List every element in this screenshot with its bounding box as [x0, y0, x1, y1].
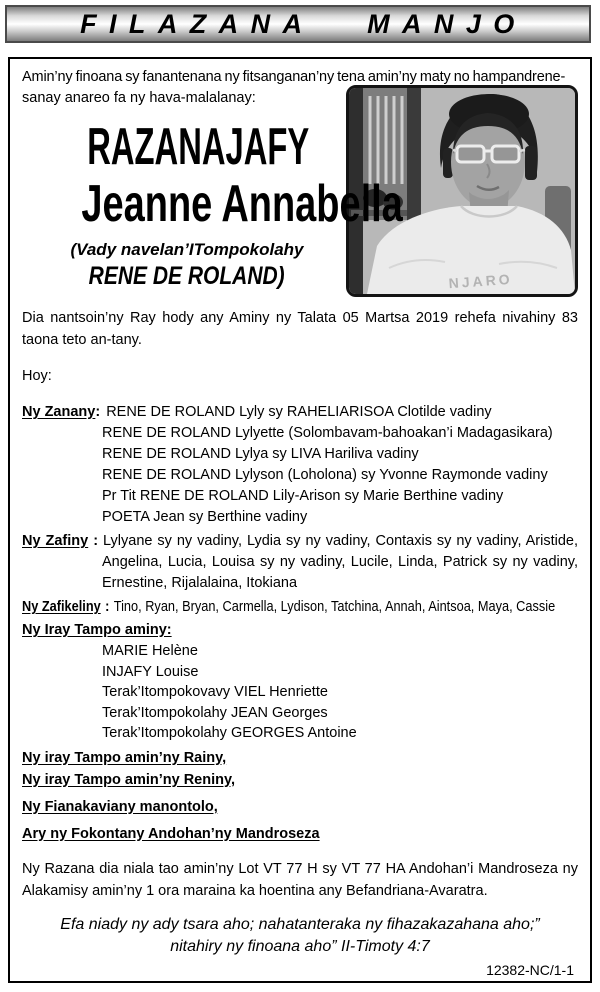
children-label: Ny Zanany [22, 404, 96, 420]
section-grandchildren [22, 531, 578, 594]
child-item: RENE DE ROLAND Lylya sy LIVA Hariliva vadiny [102, 446, 419, 462]
intro-line1: Amin’ny finoana sy fanantenana ny fitsanganan’ny tena amin’ny maty no hampandrene- [22, 69, 566, 85]
svg-text:NJARO: NJARO [448, 270, 514, 292]
intro-line2: sanay anareo fa ny hava-malalanay: [22, 90, 256, 106]
section-great-grandchildren [22, 597, 578, 618]
child-item: RENE DE ROLAND Lylyson (Loholona) sy Yvonne Raymonde vadiny [102, 467, 548, 483]
notice-body [8, 57, 592, 983]
bible-quote [22, 914, 578, 958]
child-item: Pr Tit RENE DE ROLAND Lily-Arison sy Marie Berthine vadiny [102, 488, 504, 504]
great-grandchildren-list: Tino, Ryan, Bryan, Carmella, Lydison, Tatchina, Annah, Aintsoa, Maya, Cassie [113, 599, 556, 615]
sibling-item: MARIE Helène [102, 643, 198, 659]
closing-line: Ny iray Tampo amin’ny Rainy, [22, 749, 227, 766]
sibling-item: Terak’Itompokolahy JEAN Georges [102, 704, 328, 721]
hoy-label: Hoy: [22, 368, 52, 384]
children-colon: : [95, 404, 101, 420]
spouse-note: (Vady navelan’ITompokolahy [70, 240, 304, 259]
grandchildren-list: Lylyane sy ny vadiny, Lydia sy ny vadiny, Contaxis sy ny vadiny, Aristide, Angelina, Lucia, Louisa sy ny vadiny, Lucile, Linda, Patrick sy ny vadiny, Ernestine, Rijalalaina, Itokiana [102, 533, 578, 591]
closing-line: Ary ny Fokontany Andohan’ny Mandroseza [22, 825, 320, 842]
closing-family-lines [22, 747, 578, 845]
section-siblings [22, 620, 578, 744]
closing-line: Ny iray Tampo amin’ny Reniny, [22, 771, 235, 788]
children-first-row [22, 402, 578, 423]
great-grandchildren-label: Ny Zafikeliny [22, 599, 101, 615]
departure-paragraph: Ny Razana dia niala tao amin’ny Lot VT 77 H sy VT 77 HA Andohan’i Mandroseza ny Alakamisy amin’ny 1 ora maraina ka hoentina any Befandriana-Avaratra. [22, 860, 578, 899]
reference-code: 12382-NC/1-1 [486, 961, 574, 978]
siblings-label: Ny Iray Tampo aminy: [22, 622, 172, 638]
deceased-surname: RAZANAJAFY [87, 118, 310, 176]
sibling-item: Terak’Itompokolahy GEORGES Antoine [102, 725, 357, 741]
grandchildren-label: Ny Zafiny [22, 533, 89, 549]
child-item: RENE DE ROLAND Lyly sy RAHELIARISOA Clotilde vadiny [106, 404, 492, 420]
closing-line: Ny Fianakaviany manontolo, [22, 798, 218, 815]
banner [5, 5, 591, 43]
quote-line2: nitahiry ny finoana aho” II-Timoty 4:7 [170, 937, 430, 955]
grandchildren-colon: : [93, 533, 99, 549]
deceased-name-block [22, 118, 403, 291]
quote-line1: Efa niady ny ady tsara aho; nahatanteraka ny fihazakazahana aho;” [60, 915, 540, 933]
deceased-given-names: Jeanne Annabella [81, 175, 403, 233]
death-notice-paragraph: Dia nantsoin’ny Ray hody any Aminy ny Talata 05 Martsa 2019 rehefa nivahiny 83 taona teto an-tany. [22, 310, 578, 348]
great-grandchildren-colon: : [105, 599, 110, 615]
child-item: POETA Jean sy Berthine vadiny [102, 509, 308, 525]
section-children [22, 402, 578, 528]
spouse-name: RENE DE ROLAND) [88, 262, 286, 290]
sibling-item: Terak’Itompokovavy VIEL Henriette [102, 684, 328, 700]
banner-title: FILAZANA MANJO [80, 8, 527, 39]
sibling-item: INJAFY Louise [102, 663, 199, 680]
child-item: RENE DE ROLAND Lylyette (Solombavam-bahoakan’i Madagasikara) [102, 425, 553, 441]
